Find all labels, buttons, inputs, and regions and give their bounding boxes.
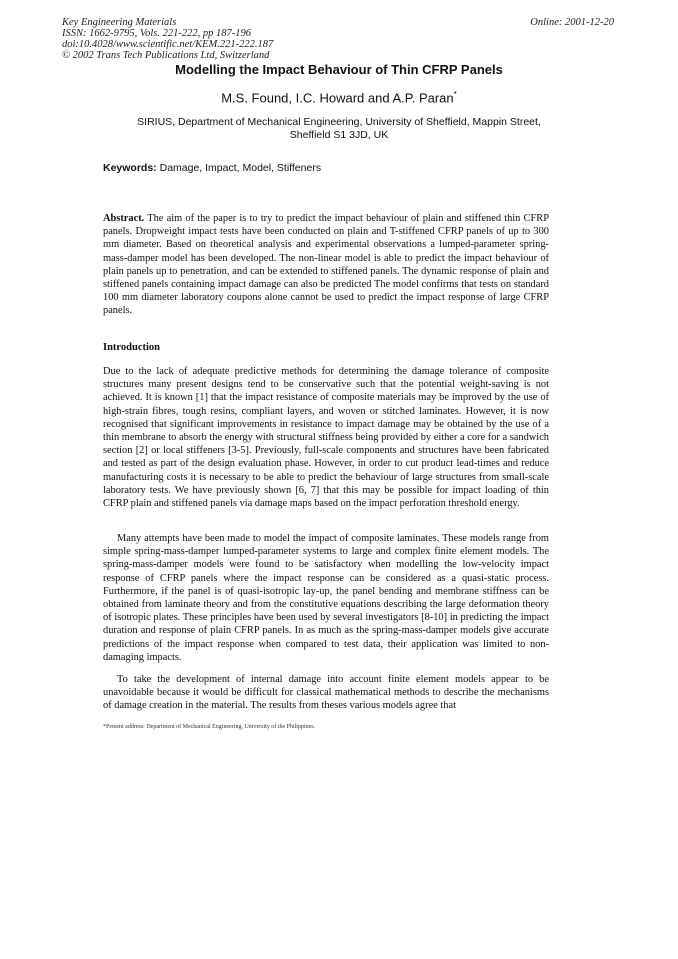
issn-line: ISSN: 1662-9795, Vols. 221-222, pp 187-196 [62, 28, 251, 39]
copyright-line: © 2002 Trans Tech Publications Ltd, Switzerland [62, 50, 270, 61]
abstract-text: The aim of the paper is to try to predict the impact behaviour of plain and stiffened thin CFRP panels. Dropweight impact tests have been conducted on plain and T-stiffened CFRP panels of up to 300 mm diameter. Based on theoretical analysis and experimental observations a lumped-parameter spring-mass-damper model has been developed. The non-linear model is able to predict the impact behaviour of plain panels up to penetration, and can be extended to stiffened panels. The dynamic response of plain and stiffened panels containing impact damage can also be predicted The model confirms that tests on standard 100 mm diameter laboratory coupons alone cannot be used to predict the impact response of large CFRP panels. [103, 213, 549, 317]
keywords-label: Keywords: [103, 162, 157, 174]
abstract-paragraph [103, 212, 549, 318]
affiliation: SIRIUS, Department of Mechanical Engineering, University of Sheffield, Mappin Street, Sheffield S1 3JD, UK [137, 116, 541, 141]
authors-line [0, 90, 678, 105]
abstract-label: Abstract. [103, 213, 145, 224]
paper-title: Modelling the Impact Behaviour of Thin CFRP Panels [175, 62, 503, 77]
keywords-line [103, 162, 321, 174]
doi-link[interactable]: doi:10.4028/www.scientific.net/KEM.221-222.187 [62, 39, 274, 50]
journal-header [62, 17, 273, 61]
intro-paragraph-3: To take the development of internal damage into account finite element models appear to be unavoidable because it would be difficult for classical mathematical methods to describe the mechanisms of damage creation in the material. The results from theses various models agree that [103, 674, 549, 712]
keywords-text: Damage, Impact, Model, Stiffeners [159, 162, 322, 174]
online-date: Online: 2001-12-20 [530, 17, 614, 28]
intro-paragraph-2: Many attempts have been made to model the impact of composite laminates. These models range from simple spring-mass-damper lumped-parameter systems to large and complex finite element models. The spring-mass-damper models were found to be satisfactory when modelling the low-velocity impact response of CFRP panels where the impact response can be considered as a quasi-static process. Furthermore, if the panel is of quasi-isotropic lay-up, the panel bending and membrane stiffness can be obtained from laminate theory and from the constitutive equations describing the large deformation theory of isotropic plates. These principles have been used by several investigators [8-10] in predicting the impact duration and response of plain CFRP panels. In as much as the spring-mass-damper models give accurate predictions of the impact response when compared to test data, their application was limited to non-damaging impacts. [103, 533, 549, 663]
journal-name: Key Engineering Materials [62, 17, 177, 28]
present-address-footnote: *Present address: Department of Mechanical Engineering, University of the Philippines. [103, 724, 316, 730]
intro-paragraph-1: Due to the lack of adequate predictive methods for determining the damage tolerance of composite structures many present designs tend to be conservative such that the potential weight-saving is not achieved. It is known [1] that the impact resistance of composite materials may be improved by the use of high-strain fibres, tough resins, compliant layers, and woven or stitched laminates. However, it is now recognised that significant improvements in resistance to impact damage may be obtained by the use of a thin membrane to absorb the energy with structural stiffness being provided by either a core for a sandwich section [2] or local stiffeners [3-5]. Previously, full-scale components and structures have been fabricated and tested as part of the design evaluation phase. However, in order to cut product lead-times and reduce manufacturing costs it is necessary to be able to predict the behaviour of large structures from small-scale laboratory tests. We have previously shown [6, 7] that this may be possible for impact loading of thin CFRP plain and stiffened panels via damage maps based on the impact perforation threshold energy. [103, 366, 549, 510]
introduction-heading: Introduction [103, 342, 160, 353]
author-footnote-mark: * [453, 90, 457, 99]
author-names: M.S. Found, I.C. Howard and A.P. Paran [221, 90, 454, 106]
